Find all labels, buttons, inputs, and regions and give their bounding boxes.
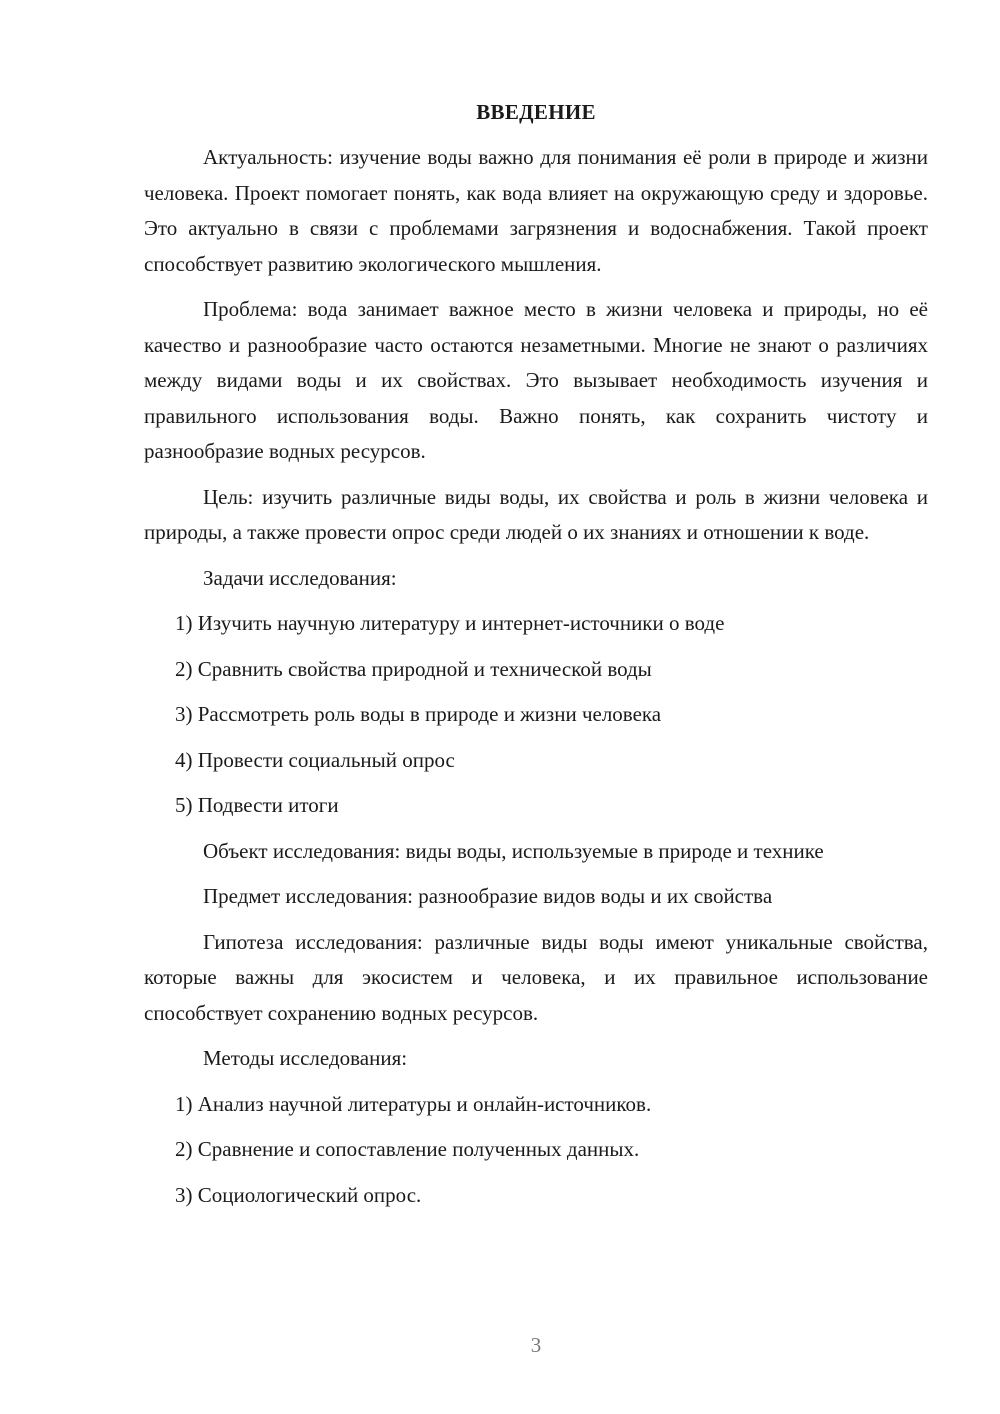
problem-paragraph: Проблема: вода занимает важное место в жизни человека и природы, но её качество и разнообразие часто остаются незаметными. Многие не знают о различиях между видами воды и их свойствах. Это вызывает необходимость изучения и правильного использования воды. Важно понять, как сохранить чистоту и разнообразие водных ресурсов. [144, 297, 928, 463]
list-item: 1) Изучить научную литературу и интернет-источники о воде [175, 611, 725, 635]
tasks-title: Задачи исследования: [203, 565, 397, 590]
page-content [144, 94, 928, 1223]
methods-title: Методы исследования: [203, 1046, 408, 1070]
section-heading: ВВЕДЕНИЕ [476, 100, 596, 124]
list-item: 1) Анализ научной литературы и онлайн-источников. [175, 1091, 652, 1116]
list-item: 3) Социологический опрос. [175, 1182, 422, 1207]
list-item: 4) Провести социальный опрос [175, 747, 455, 772]
list-item: 2) Сравнить свойства природной и технической воды [175, 656, 652, 681]
page-number: 3 [530, 1333, 542, 1357]
tasks-list [144, 606, 928, 824]
relevance-paragraph: Актуальность: изучение воды важно для понимания её роли в природе и жизни человека. Проект помогает понять, как вода влияет на окружающую среду и здоровье. Это актуально в связи с проблемами загрязнения и водоснабжения. Такой проект способствует развитию экологического мышления. [144, 145, 928, 276]
hypothesis-paragraph: Гипотеза исследования: различные виды воды имеют уникальные свойства, которые важны для экосистем и человека, и их правильное использование способствует сохранению водных ресурсов. [144, 929, 928, 1025]
list-item: 2) Сравнение и сопоставление полученных данных. [175, 1137, 640, 1161]
object-paragraph: Объект исследования: виды воды, используемые в природе и технике [203, 838, 824, 863]
list-item: 3) Рассмотреть роль воды в природе и жизни человека [175, 702, 662, 726]
methods-list [144, 1087, 928, 1214]
list-item: 5) Подвести итоги [175, 793, 339, 817]
subject-paragraph: Предмет исследования: разнообразие видов воды и их свойства [203, 884, 773, 908]
goal-paragraph: Цель: изучить различные виды воды, их свойства и роль в жизни человека и природы, а также провести опрос среди людей о их знаниях и отношении к воде. [144, 484, 928, 544]
